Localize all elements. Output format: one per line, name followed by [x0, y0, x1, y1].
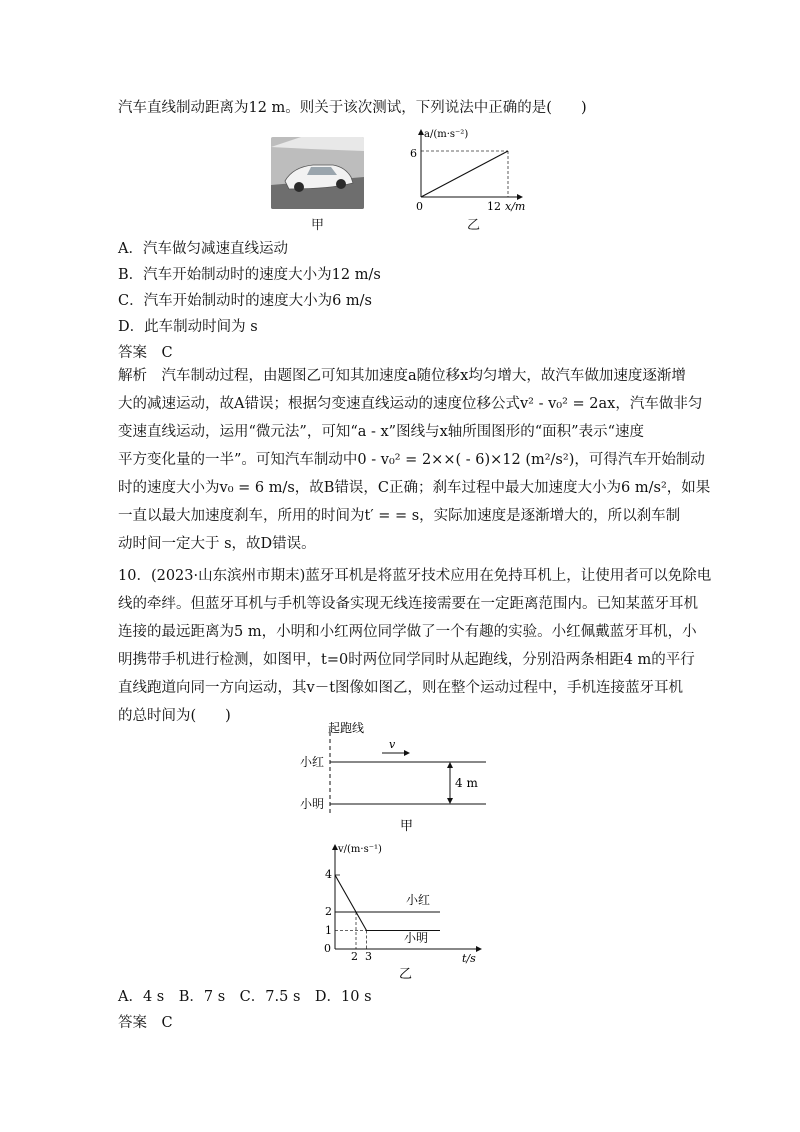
q9-stem-tail: 汽车直线制动距离为12 m。则关于该次测试，下列说法中正确的是( ) — [118, 100, 587, 116]
q10-stem-line: 连接的最远距离为5 m，小明和小红两位同学做了一个有趣的实验。小红佩戴蓝牙耳机，小 — [118, 624, 697, 640]
analysis-line: 时的速度大小为v₀ = 6 m/s，故B错误，C正确；刹车过程中最大加速度大小为6 m/s²，如果 — [118, 480, 711, 496]
chart-v-ytick-2: 2 — [325, 905, 332, 918]
q10-stem-line: 的总时间为( ) — [118, 708, 231, 724]
x-axis-arrow — [476, 946, 482, 952]
fig-jia-caption: 甲 — [311, 218, 325, 233]
chart-a-ytick: 6 — [410, 147, 417, 160]
q9-option-c: C．汽车开始制动时的速度大小为6 m/s — [118, 293, 373, 309]
q10-stem-line: 直线跑道向同一方向运动，其v－t图像如图乙，则在整个运动过程中，手机连接蓝牙耳机 — [118, 680, 684, 696]
q10-stem-line: 明携带手机进行检测，如图甲，t=0时两位同学同时从起跑线，分别沿两条相距4 m的平行 — [118, 652, 695, 668]
q9-option-a: A．汽车做匀减速直线运动 — [118, 241, 288, 257]
q9-option-d: D．此车制动时间为 s — [118, 319, 258, 335]
chart-a-origin: 0 — [416, 200, 423, 213]
q10-stem-line: 线的牵绊。但蓝牙耳机与手机等设备实现无线连接需要在一定距离范围内。已知某蓝牙耳机 — [118, 596, 698, 612]
distance-arrow-down — [447, 798, 453, 804]
chart-a-xtick: 12 — [487, 200, 501, 213]
chart-a-xlabel: x/m — [505, 200, 526, 213]
analysis-line: 平方变化量的一半”。可知汽车制动中0 - v₀² = 2××( - 6)×12 (m²/s²)，可得汽车开始制动 — [118, 452, 705, 468]
chart-v-xlabel: t/s — [462, 952, 476, 965]
q10-answer: 答案 C — [118, 1015, 173, 1031]
track-diagram — [300, 718, 500, 833]
fig-yi-caption-2: 乙 — [399, 967, 413, 982]
chart-v-xtick-2: 2 — [351, 950, 358, 963]
chart-v-ytick-4: 4 — [325, 868, 332, 881]
track-red-label: 小红 — [300, 755, 325, 769]
q10-options: A．4 s B．7 s C．7.5 s D．10 s — [118, 989, 372, 1005]
chart-v-ylabel: v/(m·s⁻¹) — [338, 844, 382, 855]
car-photo — [271, 137, 364, 209]
analysis-line: 大的减速运动，故A错误；根据匀变速直线运动的速度位移公式v² - v₀² = 2ax，汽车做非匀 — [118, 396, 703, 412]
series-line-a-x — [421, 151, 508, 197]
chart-v-ming-label: 小明 — [404, 931, 429, 945]
q9-answer: 答案 C — [118, 345, 173, 361]
distance-label: 4 m — [455, 776, 478, 790]
v-t-chart — [300, 838, 500, 983]
q10-stem — [118, 562, 712, 730]
q9-analysis — [118, 362, 711, 558]
velocity-label: v — [389, 738, 396, 751]
chart-a-ylabel: a/(m·s⁻²) — [424, 129, 469, 140]
analysis-line: 一直以最大加速度刹车，所用的时间为t′ = = s，实际加速度是逐渐增大的，所以刹车制 — [118, 508, 681, 524]
track-ming-label: 小明 — [300, 797, 325, 811]
chart-v-ytick-1: 1 — [325, 924, 332, 937]
chart-v-origin: 0 — [324, 942, 331, 955]
start-line-label: 起跑线 — [328, 721, 365, 735]
fig-yi-caption: 乙 — [467, 218, 481, 233]
q10-stem-line: 10．(2023·山东滨州市期末)蓝牙耳机是将蓝牙技术应用在免持耳机上，让使用者可以免除电 — [118, 568, 712, 584]
velocity-arrow-head — [404, 750, 410, 756]
analysis-line: 解析 汽车制动过程，由题图乙可知其加速度a随位移x均匀增大，故汽车做加速度逐渐增 — [118, 368, 686, 384]
distance-arrow-up — [447, 762, 453, 768]
chart-v-red-label: 小红 — [406, 893, 431, 907]
chart-v-xtick-3: 3 — [365, 950, 372, 963]
analysis-line: 动时间一定大于 s，故D错误。 — [118, 536, 316, 552]
q9-option-b: B．汽车开始制动时的速度大小为12 m/s — [118, 267, 381, 283]
a-x-chart — [405, 125, 535, 225]
analysis-line: 变速直线运动，运用“微元法”，可知“a - x”图线与x轴所围图形的“面积”表示“速度 — [118, 424, 645, 440]
fig-jia-caption-2: 甲 — [400, 819, 414, 833]
